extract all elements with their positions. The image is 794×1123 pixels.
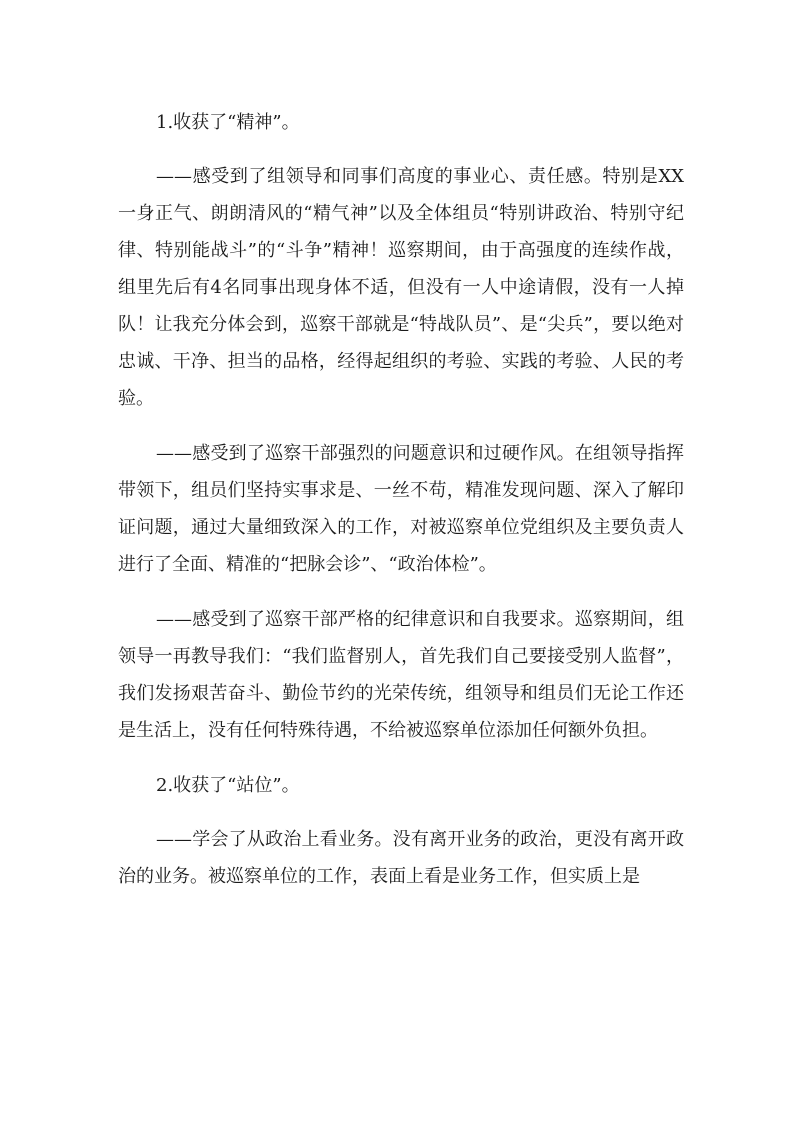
section-1-paragraph-3: ——感受到了巡察干部严格的纪律意识和自我要求。巡察期间，组领导一再教导我们：“我们监督别人，首先我们自己要接受别人监督”，我们发扬艰苦奋斗、勤俭节约的光荣传统，组领导和组员们无论工作还是生活上，没有任何特殊待遇，不给被巡察单位添加任何额外负担。	[118, 609, 684, 741]
section-2-paragraph-1: ——学会了从政治上看业务。没有离开业务的政治，更没有离开政治的业务。被巡察单位的工作，表面上看是业务工作，但实质上是	[118, 829, 684, 887]
section-1-paragraph-2: ——感受到了巡察干部强烈的问题意识和过硬作风。在组领导指挥带领下，组员们坚持实事求是、一丝不苟，精准发现问题、深入了解印证问题，通过大量细致深入的工作，对被巡察单位党组织及主要负责人进行了全面、精准的“把脉会诊”、“政治体检”。	[118, 443, 684, 575]
section-1-paragraph-1: ——感受到了组领导和同事们高度的事业心、责任感。特别是XX一身正气、朗朗清风的“精气神”以及全体组员“特别讲政治、特别守纪律、特别能战斗”的“斗争”精神！巡察期间，由于高强度的连续作战，组里先后有4名同事出现身体不适，但没有一人中途请假，没有一人掉队！让我充分体会到，巡察干部就是“特战队员”、是“尖兵”，要以绝对忠诚、干净、担当的品格，经得起组织的考验、实践的考验、人民的考验。	[118, 166, 684, 409]
document-body	[118, 104, 684, 913]
section-1-heading: 1.收获了“精神”。	[156, 112, 300, 133]
section-2-heading: 2.收获了“站位”。	[156, 775, 300, 796]
